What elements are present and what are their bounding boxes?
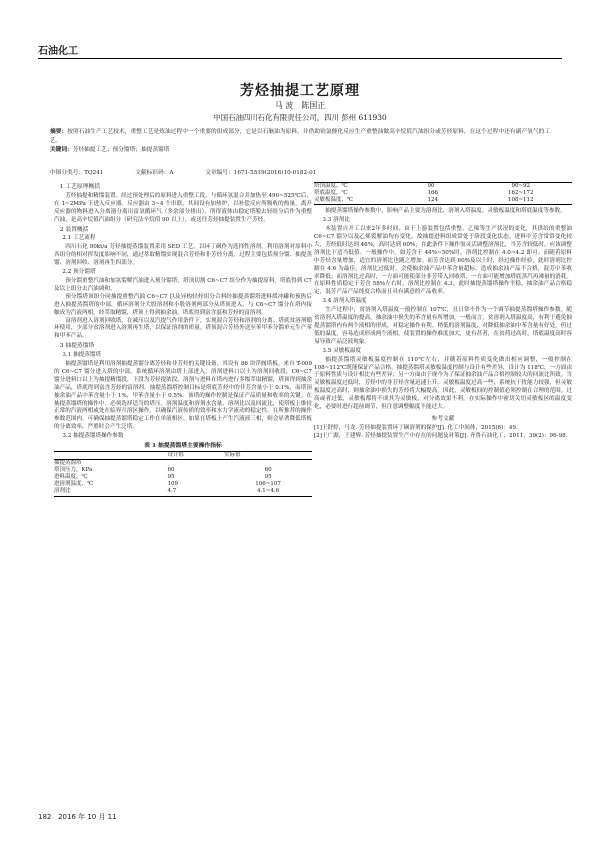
paragraph: 芳烃抽提和精馏装置。经过预处理后的原料进入重整工段，与循环氢混合并加热至 490~525℃后，在 1~2MPa 下进入反应器。反应器由 3~4 个串联，其间设有加热炉，以补偿反应所吸收的热量。离开反应器的物料进入分离器分离出富氢循环气（多余部分排出），所得液体由稳定塔脱去轻组分后作为重整汽油，是高辛烷值汽油组分（研究法辛烷值 90 以上），或送往芳烃抽提装置生产芳烃。 <box>54 192 312 223</box>
right-column <box>314 182 572 441</box>
reference-item: [2]王广源，王建辉. 芳烃抽提装置生产中存在的问题及对策[J]. 齐鲁石油化工，2011，39(2)：96-98. <box>314 432 568 439</box>
table-cell-actual: 90~92 <box>470 183 572 191</box>
table-header-actual: 实际值 <box>224 452 312 460</box>
table-header-design: 设计值 <box>168 452 225 460</box>
table-cell-design: 60 <box>167 467 175 474</box>
table-row <box>54 467 312 474</box>
paragraph: 预分馏塔顶组分同抽提重整汽油 C6~C7 以及异构轻烃组分合料经抽提蒸馏塔进料缓冲罐和预热后进入抽提蒸馏塔的中部，循环溶剂分大股溶剂和小股溶剂两部分从塔顶进入，与 C6~C7 馏分在塔内接触成为汽液两相，经萃取精馏，塔顶上得到抽余油，塔底得到富含混和芳烃的富溶剂。 <box>54 293 312 316</box>
paragraph: 抽提蒸馏塔灵敏板温度控制在 110℃左右，并随着原料性质变化做出相应调整，一般控制在 108~112℃既能保证产品合格。抽提蒸馏塔灵敏板温度控制与设计有些差异，设计为 118℃，一方面由于原料性质与设计相比有些差异；另一方面由于现今为了保证抽余油产品合格控制较大的回流比所致。当灵敏板温度过低时，芳烃中的非芳烃含量迅速上升。灵敏板温度过高一些，系统抗干扰能力较强，但灵敏板温度过高时，则抽余油中损失的芳烃将大幅提高。因此，灵敏板间的控制值必须控制在合理的范围。过高或者过低，灵敏板都将不成其为灵敏板，对分离效果不利。在实际操作中密切关切灵敏板区的温度变化，必要时进行超前调节，但注意调整幅度不能过大。 <box>314 356 572 411</box>
clc-number: 中图分类号：TQ241 <box>50 170 104 176</box>
table-cell-actual: 60 <box>264 467 272 474</box>
article-meta <box>50 167 550 176</box>
subsection-heading: 3.5 灵敏板温度 <box>322 347 362 354</box>
paragraph: 富溶剂进入溶剂回收塔，在减压以及汽提气作用条件下，实现混合芳烃和溶剂的分离。塔底贫溶剂循环使用，少部分贫溶剂进入溶剂再生塔，以保证溶剂的质量。塔顶混合芳烃外送至苯甲苯分馏单元生产苯和甲苯产品。 <box>54 317 312 340</box>
table-cell-label: 溶剂比 <box>54 488 168 496</box>
table-cell-label: 塔顶压力，KPa <box>54 467 93 474</box>
section-heading: 3 抽提蒸馏塔 <box>59 343 95 350</box>
table-cell-design: 95 <box>167 474 175 481</box>
abstract-block <box>50 128 550 155</box>
table-cell-actual: 162~172 <box>507 190 534 197</box>
paragraph: 抽提蒸馏塔操作参数中，影响产品主要为溶剂比、溶剂入塔温度、灵敏板温度和塔底温度等参数。 <box>325 208 566 215</box>
left-column <box>54 182 312 497</box>
article-affiliation: 中国石油四川石化有限责任公司，四川 彭州 611930 <box>213 113 387 122</box>
document-code: 文献标识码：A <box>135 170 174 176</box>
table-cell-label: 塔底温度，℃ <box>314 190 348 197</box>
subsection-heading: 3.4 溶剂入塔温度 <box>322 298 367 305</box>
paragraph: 生产过程中，贫溶剂入塔温度一般控制在 107℃，且日常不作为一个调节抽提蒸馏塔操作参数。随贫溶剂入塔温度的提高，抽余油中损失的苯含量有所增加。一般而言，贫溶剂入塔温度高，有利于避免抽提蒸馏塔内有两个液相的形成，对稳定操作有利。稍低的溶剂温度，对降低抽余油中苯含量有好处，但过低的温度，容易造成形成两个液相，使装置的操作难度加大，更有甚者，在贫荷过高时，塔底温度高时容易导致产品泛液现象。 <box>314 307 572 345</box>
table-cell-label: 进溶剂温度，℃ <box>54 481 94 488</box>
page-number: 182 <box>38 813 52 821</box>
journal-header: 石油化工 <box>38 46 78 57</box>
table-cell-actual: 106~107 <box>255 481 281 488</box>
table-row <box>314 183 572 191</box>
operating-parameters-table <box>54 451 312 497</box>
table-cell-design: 109 <box>167 481 179 488</box>
table-cell-label: 灵敏板温度，℃ <box>314 197 428 205</box>
table-cell-design: 4.7 <box>168 488 225 496</box>
section-heading: 2 装置概括 <box>59 226 89 233</box>
article-number: 文章编号：1671-5519(2016)10-0182-01 <box>205 170 317 176</box>
table-cell-label: 塔顶温度，℃ <box>314 183 428 191</box>
abstract-label: 摘要： <box>50 129 68 135</box>
reference-item: [1]王舒婷，马龙. 芳烃抽提装置环丁砜溶剂的保护[J]. 化工中间体，2015(6)：49. <box>314 424 518 431</box>
subsection-heading: 2.2 预分馏塔 <box>62 269 96 276</box>
table-cell-actual: 108~112 <box>470 197 572 205</box>
table-row <box>54 488 312 496</box>
subsection-heading: 3.1 抽提蒸馏塔 <box>62 352 102 359</box>
subsection-heading: 3.3 溶剂比 <box>322 217 350 224</box>
section-heading: 1 工艺原理概括 <box>59 184 101 190</box>
table-cell-design: 166 <box>427 190 439 197</box>
article-title: 芳烃抽提工艺原理 <box>240 83 360 99</box>
paragraph: 抽提蒸馏塔是利用溶剂抽提蒸馏分离芳烃和非芳烃的关键设备，其设有 86 块浮阀塔板。来自 T-009 的 C6~C7 馏分进入塔的中部，系统循环溶剂由塔上部进入，溶剂进料口以上为溶剂回收段，C6~C7 馏分进料口以上为抽提精馏段，下段为芳烃提浓段。溶剂与进料在塔内进行多级萃取精馏，塔顶得到抽余油产品，塔底得到富含芳烃的富溶剂。抽提蒸馏塔控制目标是塔底芳烃中的非芳含量小于 0.1%，而塔顶抽余油产品中苯含量小于 1%，甲苯含量小于 0.5%。该塔的操作控制是保证产品质量和收率的关键。在抽提蒸馏塔的操作中，必须选择适当的塔压、溶剂温度和溶剂水含量、溶剂比以及回流比，使塔板上维持正常的汽液两相或处在临界互溶区操作，以确保汽液传质的效率和水力学流动的稳定性。在所推荐的操作参数范围内，可确保抽提蒸馏塔稳定工作在单液相区。如果在塔板上产生汽液液三相，则会显著降低塔板的分离效率，严重时会产生泛塔。 <box>54 361 312 431</box>
page-footer <box>38 812 117 822</box>
references <box>314 416 572 441</box>
table-header-row <box>54 452 312 460</box>
table-cell-design: 124 <box>428 197 470 205</box>
operating-parameters-table-continued <box>314 182 572 205</box>
table-cell-label: 进料温度，℃ <box>54 474 88 481</box>
paragraph: 本装置自开工以来2年多时间，由于上游装置包括重整、乙烯等生产状况的变化，其供给的重整油 C6~C7 馏分以及乙烯裂解油均有变化，故抽提进料组成常处于阶段变化状态。进料中芳含常常变化较大，芳烃低时达到 46%，高时达到 60%；在此条件下操作需灵活调整溶剂比，当芳含较低时，应该调整溶剂比下适当低值。一般操作中，如芳含于 44%~50%时，溶剂比控制在 4.0~4.2 即可；而随着原料中芳烃含量增加，适宜的溶剂比也随之增加。而芳含达到 60%及以上时，经过操作经验，此时溶剂比控制在 4.6 为最佳。溶剂比过低时，会使抽余油产品中苯含量超标，造成抽余油产品不合格，混芳中苯收率降低；而溶剂比过高时，一方面可能使部分非芳带入回收塔，一方面可能增加塔底蒸汽再沸量的消耗。在原料性质稳定于芳含 58%左右时，溶剂比控制在 4.3。此时抽提蒸馏塔操作平稳，抽余油产品合格稳定，混芳产品产品纯度合格而且具有满意的产品收率。 <box>314 226 572 296</box>
table-row <box>314 197 572 205</box>
subsection-heading: 2.1 工艺流程 <box>62 235 96 242</box>
subsection-heading: 3.2 抽提蒸馏塔操作参数 <box>62 433 124 440</box>
table-row <box>54 481 312 488</box>
references-heading: 参考文献 <box>431 415 455 422</box>
header-divider <box>38 58 562 59</box>
table-caption: 表 1 抽提蒸馏塔主要操作指标 <box>144 443 222 450</box>
keywords-text: 芳烃抽提工艺；预分馏塔；抽提蒸馏塔 <box>72 147 170 153</box>
table-cell-design: 90 <box>428 183 470 191</box>
table-header-blank <box>54 452 168 460</box>
table-cell-actual: 95 <box>264 474 272 481</box>
paragraph: 预分馏重整汽油和加氢裂解汽油进入预分馏塔，塔顶切割 C6~C7 组分作为抽提原料，塔底得到 C7 及以上组分去汽油调和。 <box>54 277 312 292</box>
paragraph: 四川石化 90kt/a 芳烃抽提蒸馏装置采用 SED 工艺，以环丁砜作为选择性溶剂，利用溶剂对原料中各组分的相对挥发度影响不同，通过萃取精馏实现混合芳烃和非芳烃分离，过程主要包括预分馏、抽提蒸馏、溶剂回收、溶剂再生四部分。 <box>54 244 312 267</box>
table-group-label: 抽提蒸馏塔 <box>54 460 82 467</box>
abstract-text: 按照石油生产工艺技术，重整工艺是炼油过程中一个重要的组成部分，它是以石脑油为原料，并借助铂氯催化反应生产重整油做高辛烷值汽油组分或芳烃原料，在这个过程中还有副产氢气的工艺。 <box>50 129 551 144</box>
issue-date: 2016 年 10 月 11 <box>58 813 117 821</box>
keywords-label: 关键词： <box>50 147 73 153</box>
table-group-row <box>54 460 312 468</box>
article-authors: 马 波 陈国正 <box>274 101 326 110</box>
table-cell-actual: 4.1~4.6 <box>224 488 312 496</box>
